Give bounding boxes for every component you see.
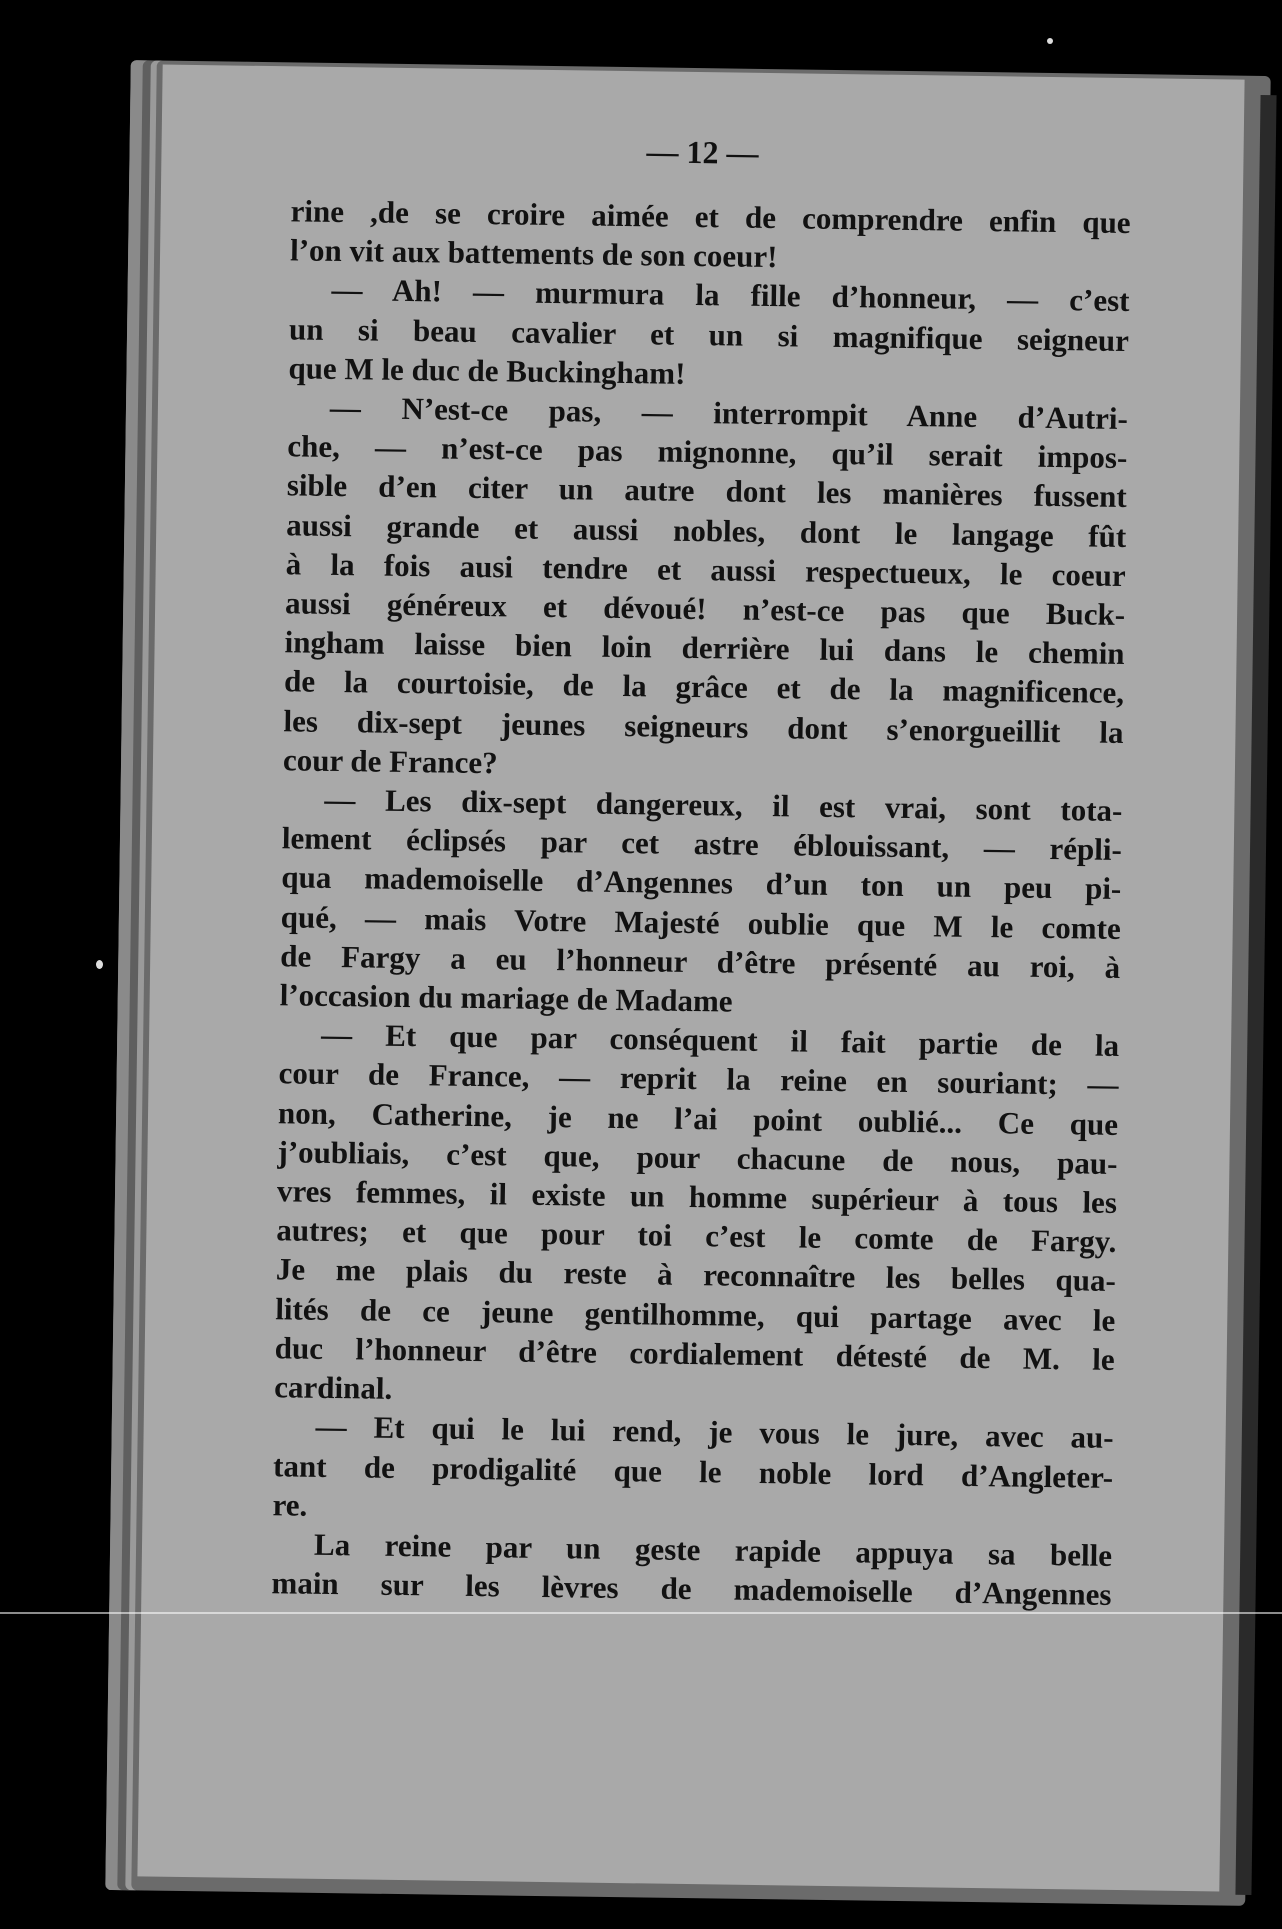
text-line: che, — n’est-ce pas mignonne, qu’il serait impos- [287,428,1128,476]
text-line: — Et que par conséquent il fait partie de la [320,1017,1120,1064]
text-line: lement éclipsés par cet astre éblouissant, — répli- [281,820,1123,868]
text-line: — Les dix-sept dangereux, il est vrai, sont tota- [324,781,1123,829]
text-line: — Et qui le lui rend, je vous le jure, avec au- [315,1409,1114,1456]
dust-speck [96,960,103,969]
page-number: — 12 — [646,133,759,171]
text-line: sible d’en citer un autre dont les manières fussent [286,467,1128,515]
text-line: un si beau cavalier et un si magnifique seigneur [288,310,1130,358]
text-line: aussi généreux et dévoué! n’est-ce pas que Buck- [284,585,1126,633]
text-line: — Ah! — murmura la fille d’honneur, — c’est [331,272,1130,319]
text-line: re. [272,1486,308,1523]
text-line: j’oubliais, c’est que, pour chacune de nous, pau- [277,1134,1118,1181]
dust-speck [1047,38,1053,44]
book-page [137,65,1244,1892]
text-line: rine ,de se croire aimée et de comprendre enfin que [290,193,1131,241]
body-text [271,191,1131,1614]
text-line: qua mademoiselle d’Angennes d’un ton un peu pi- [281,859,1122,907]
text-line: Je me plais du reste à reconnaître les belles qua- [275,1251,1117,1299]
text-line: vres femmes, il existe un homme supérieur à tous les [276,1173,1118,1221]
text-line: — N’est-ce pas, — interrompit Anne d’Autri- [329,389,1129,437]
text-line: cour de France, — reprit la reine en souriant; — [278,1055,1119,1103]
text-line: non, Catherine, je ne l’ai point oublié... Ce que [277,1094,1119,1142]
text-line: autres; et que pour toi c’est le comte de Fargy. [276,1212,1117,1260]
text-line: que M le duc de Buckingham! [288,350,686,391]
text-line: l’on vit aux battements de son coeur! [289,232,778,275]
text-line: lités de ce jeune gentilhomme, qui partage avec le [275,1290,1116,1338]
text-line: La reine par un geste rapide appuya sa belle [313,1526,1113,1573]
text-line: de Fargy a eu l’honneur d’être présenté au roi, à [280,938,1121,985]
text-line: duc l’honneur d’être cordialement détesté de M. le [274,1330,1115,1377]
text-line: main sur les lèvres de mademoiselle d’Angennes [271,1565,1112,1613]
text-line: tant de prodigalité que le noble lord d’Angleter- [272,1447,1114,1495]
scan-artifact-line [0,1612,1282,1614]
text-line: à la fois ausi tendre et aussi respectueux, le coeur [285,546,1126,593]
text-line: cardinal. [274,1369,393,1406]
text-line: aussi grande et aussi nobles, dont le langage fût [286,506,1127,554]
text-line: l’occasion du mariage de Madame [279,977,733,1019]
text-line: de la courtoisie, de la grâce et de la magnificence, [283,663,1125,711]
text-line: qué, — mais Votre Majesté oublie que M le comte [280,898,1121,946]
text-line: les dix-sept jeunes seigneurs dont s’enorgueillit la [283,702,1124,750]
text-line: cour de France? [282,742,498,781]
text-line: ingham laisse bien loin derrière lui dans le chemin [284,624,1125,672]
